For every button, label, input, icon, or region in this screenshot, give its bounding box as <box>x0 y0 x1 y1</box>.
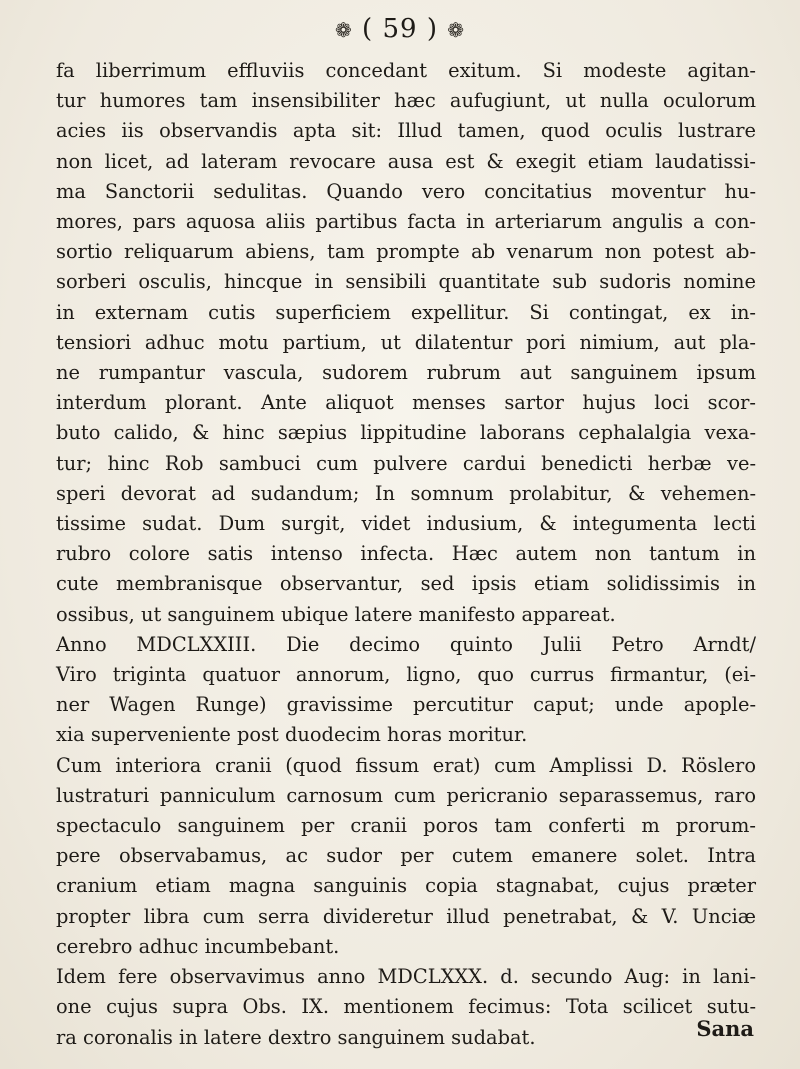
text-line: one cujus supra Obs. IX. mentionem fecimus: Tota scilicet sutu- <box>56 995 756 1019</box>
text-line: ossibus, ut sanguinem ubique latere manifesto appareat. <box>56 602 616 626</box>
body-text <box>56 56 756 1053</box>
text-line: spectaculo sanguinem per cranii poros tam conferti m prorum- <box>56 814 756 838</box>
text-line: tur; hinc Rob sambuci cum pulvere cardui benedicti herbæ ve- <box>56 451 756 475</box>
text-line: speri devorat ad sudandum; In somnum prolabitur, & vehemen- <box>56 481 756 505</box>
text-line: Idem fere observavimus anno MDCLXXX. d. secundo Aug: in lani- <box>56 965 756 989</box>
text-line: in externam cutis superficiem expellitur. Si contingat, ex in- <box>56 300 756 324</box>
text-line: non licet, ad lateram revocare ausa est & exegit etiam laudatissi- <box>56 149 756 173</box>
text-line: Anno MDCLXXIII. Die decimo quinto Julii Petro Arndt/ <box>56 632 756 656</box>
text-line: pere observabamus, ac sudor per cutem emanere solet. Intra <box>56 844 756 868</box>
page-header <box>0 14 800 44</box>
page-number: 59 <box>382 14 418 44</box>
catchword: Sana <box>696 1016 754 1041</box>
text-line: lustraturi panniculum carnosum cum pericranio separassemus, raro <box>56 783 756 807</box>
close-paren: ) <box>426 14 438 44</box>
text-line: tur humores tam insensibiliter hæc aufugiunt, ut nulla oculorum <box>56 89 756 113</box>
text-line: rubro colore satis intenso infecta. Hæc autem non tantum in <box>56 542 756 566</box>
text-line: acies iis observandis apta sit: Illud tamen, quod oculis lustrare <box>56 119 756 143</box>
left-ornament-icon: ❁ <box>335 18 353 42</box>
text-line: interdum plorant. Ante aliquot menses sartor hujus loci scor- <box>56 391 756 415</box>
text-line: cute membranisque observantur, sed ipsis etiam solidissimis in <box>56 572 756 596</box>
text-line: xia superveniente post duodecim horas moritur. <box>56 723 528 747</box>
text-line: mores, pars aquosa aliis partibus facta in arteriarum angulis a con- <box>56 210 756 234</box>
right-ornament-icon: ❁ <box>447 18 465 42</box>
text-line: ne rumpantur vascula, sudorem rubrum aut sanguinem ipsum <box>56 361 756 385</box>
text-line: sortio reliquarum abiens, tam prompte ab venarum non potest ab- <box>56 240 756 264</box>
text-line: ma Sanctorii sedulitas. Quando vero concitatius moventur hu- <box>56 179 756 203</box>
text-line: Cum interiora cranii (quod fissum erat) cum Amplissi D. Röslero <box>56 753 756 777</box>
text-line: ner Wagen Runge) gravissime percutitur caput; unde apople- <box>56 693 756 717</box>
text-line: cerebro adhuc incumbebant. <box>56 934 340 958</box>
text-line: Viro triginta quatuor annorum, ligno, quo currus firmantur, (ei- <box>56 663 756 687</box>
open-paren: ( <box>362 14 374 44</box>
text-line: tissime sudat. Dum surgit, videt indusium, & integumenta lecti <box>56 512 756 536</box>
text-line: cranium etiam magna sanguinis copia stagnabat, cujus præter <box>56 874 756 898</box>
text-line: ra coronalis in latere dextro sanguinem sudabat. <box>56 1025 536 1049</box>
text-line: buto calido, & hinc sæpius lippitudine laborans cephalalgia vexa- <box>56 421 756 445</box>
text-line: tensiori adhuc motu partium, ut dilatentur pori nimium, aut pla- <box>56 330 756 354</box>
text-line: sorberi osculis, hincque in sensibili quantitate sub sudoris nomine <box>56 270 756 294</box>
text-line: propter libra cum serra divideretur illud penetrabat, & V. Unciæ <box>56 904 756 928</box>
text-line: fa liberrimum effluviis concedant exitum. Si modeste agitan- <box>56 59 756 82</box>
